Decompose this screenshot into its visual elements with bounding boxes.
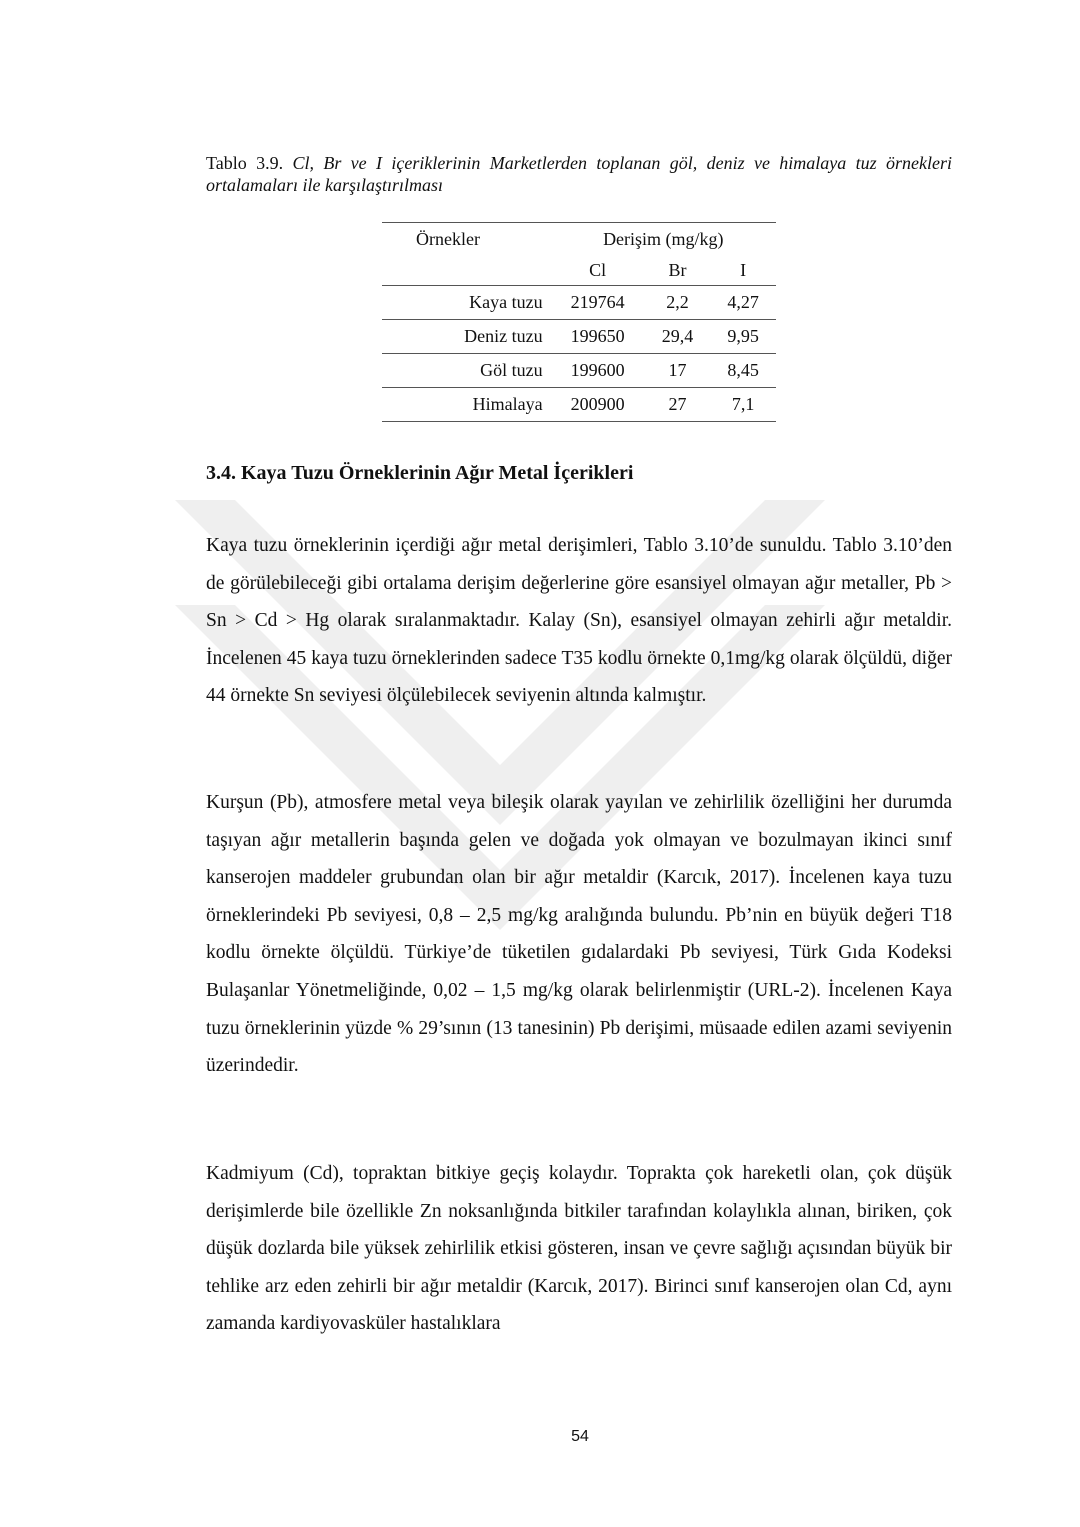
- body-paragraph: Kaya tuzu örneklerinin içerdiği ağır metal derişimleri, Tablo 3.10’de sunuldu. Tablo 3.10’den de görülebileceği gibi ortalama derişim değerlerine göre esansiyel olmayan ağır metaller, Pb > Sn > Cd > Hg olarak sıralanmaktadır. Kalay (Sn), esansiyel olmayan zehirli ağır metaldir. İncelenen 45 kaya tuzu örneklerinden sadece T35 kodlu örnekte 0,1mg/kg olarak ölçüldü, diğer 44 örnekte Sn seviyesi ölçülebilecek seviyenin altında kalmıştır.: [206, 535, 952, 707]
- cl-value-cell: 199650: [551, 320, 645, 354]
- table-row: [382, 388, 776, 422]
- column-header-cl: Cl: [551, 255, 645, 286]
- cl-value-cell: 199600: [551, 354, 645, 388]
- br-value-cell: 29,4: [645, 320, 711, 354]
- sample-name-cell: Deniz tuzu: [382, 320, 551, 354]
- group-header-cell: Derişim (mg/kg): [551, 223, 776, 256]
- br-value-cell: 2,2: [645, 286, 711, 320]
- row-header-cell: Örnekler: [382, 223, 551, 256]
- column-header-br: Br: [645, 255, 711, 286]
- table-caption-label: Tablo 3.9.: [206, 153, 293, 173]
- table-subheader-row: [382, 255, 776, 286]
- body-paragraph: Kurşun (Pb), atmosfere metal veya bileşik olarak yayılan ve zehirlilik özelliğini her durumda taşıyan ağır metallerin başında gelen ve doğada yok olmayan ve bozulmayan ikinci sınıf kanserojen maddeler grubundan olan bir ağır metaldir (Karcık, 2017). İncelenen kaya tuzu örneklerindeki Pb seviyesi, 0,8 – 2,5 mg/kg aralığında bulundu. Pb’nin en büyük değeri T18 kodlu örnekte ölçüldü. Türkiye’de tüketilen gıdalardaki Pb seviyesi, Türk Gıda Kodeksi Bulaşanlar Yönetmeliğinde, 0,02 – 1,5 mg/kg olarak belirlenmiştir (URL-2). İncelenen Kaya tuzu örneklerinin yüzde % 29’sının (13 tanesinin) Pb derişimi, müsaade edilen azami seviyenin üzerindedir.: [206, 792, 952, 1077]
- section-heading: 3.4. Kaya Tuzu Örneklerinin Ağır Metal İçerikleri: [206, 462, 634, 484]
- column-header-i: I: [710, 255, 776, 286]
- i-value-cell: 9,95: [710, 320, 776, 354]
- page-number: 54: [571, 1428, 589, 1445]
- sample-name-cell: Göl tuzu: [382, 354, 551, 388]
- table-caption: [206, 152, 952, 196]
- i-value-cell: 7,1: [710, 388, 776, 422]
- cl-value-cell: 200900: [551, 388, 645, 422]
- sample-name-cell: Himalaya: [382, 388, 551, 422]
- sample-name-cell: Kaya tuzu: [382, 286, 551, 320]
- concentration-table: [382, 222, 776, 422]
- body-paragraph: Kadmiyum (Cd), topraktan bitkiye geçiş kolaydır. Toprakta çok hareketli olan, çok düşük derişimlerde bile özellikle Zn noksanlığında bitkiler tarafından kolaylıkla alınan, biriken, çok düşük dozlarda bile yüksek zehirlilik etkisi gösteren, insan ve çevre sağlığı açısından büyük bir tehlike arz eden zehirli bir ağır metaldir (Karcık, 2017). Birinci sınıf kanserojen olan Cd, aynı zamanda kardiyovasküler hastalıklara: [206, 1163, 952, 1335]
- table-caption-title: Cl, Br ve I içeriklerinin Marketlerden toplanan göl, deniz ve himalaya tuz örnekleri ortalamaları ile karşılaştırılması: [206, 153, 952, 195]
- table-row: [382, 286, 776, 320]
- table-header-row: [382, 223, 776, 256]
- empty-header-cell: [382, 255, 551, 286]
- cl-value-cell: 219764: [551, 286, 645, 320]
- br-value-cell: 17: [645, 354, 711, 388]
- table-row: [382, 354, 776, 388]
- i-value-cell: 4,27: [710, 286, 776, 320]
- i-value-cell: 8,45: [710, 354, 776, 388]
- br-value-cell: 27: [645, 388, 711, 422]
- table-row: [382, 320, 776, 354]
